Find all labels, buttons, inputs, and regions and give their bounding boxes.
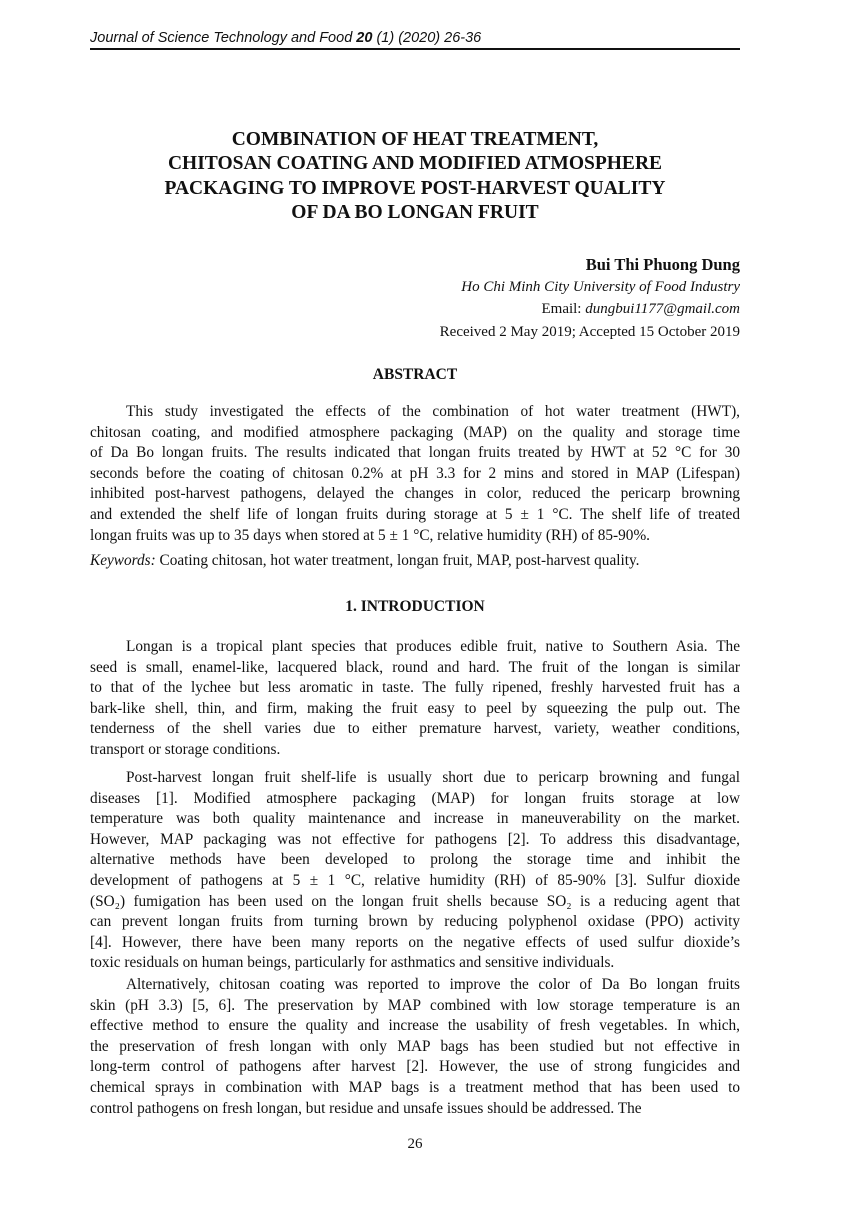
text-line: seconds before the coating of chitosan 0.2% at pH 3.3 for 2 mins and stored in MAP (Lifespan) (90, 464, 740, 482)
text-line: to that of the lychee but less aromatic in taste. The fully ripened, freshly harvested fruit has a (90, 679, 740, 697)
intro-paragraph (90, 768, 740, 974)
affiliation: Ho Chi Minh City University of Food Industry (461, 279, 740, 295)
paper-title (90, 128, 740, 225)
text-line: diseases [1]. Modified atmosphere packaging (MAP) for longan fruits storage at low (90, 789, 740, 807)
text-line: chitosan coating, and modified atmosphere packaging (MAP) on the quality and storage time (90, 423, 740, 441)
text-line: tenderness of the shell varies due to either premature harvest, variety, weather conditions, (90, 720, 740, 738)
text-line: Post-harvest longan fruit shelf-life is usually short due to pericarp browning and fungal (126, 769, 740, 786)
text-line: temperature was both quality maintenance and increase in maneuverability on the market. (90, 810, 740, 828)
keywords-text: Coating chitosan, hot water treatment, longan fruit, MAP, post-harvest quality. (155, 552, 640, 569)
text-line: the preservation of fresh longan with only MAP bags has been studied but not effective in (90, 1037, 740, 1055)
text-line: This study investigated the effects of the combination of hot water treatment (HWT), (126, 403, 740, 420)
text-line: Alternatively, chitosan coating was reported to improve the color of Da Bo longan fruits (126, 976, 740, 993)
abstract-body (90, 402, 740, 546)
text-line: control pathogens on fresh longan, but residue and unsafe issues should be addressed. The (90, 1099, 642, 1117)
journal-volume: 20 (356, 30, 373, 46)
header-rule (90, 48, 740, 50)
text-line: Longan is a tropical plant species that produces edible fruit, native to Southern Asia. The (126, 638, 740, 655)
text-line: However, MAP packaging was not effective for pathogens [2]. To address this disadvantage, (90, 830, 740, 848)
journal-header (90, 30, 740, 46)
text-line: of Da Bo longan fruits. The results indicated that longan fruits treated by HWT at 52 °C for 30 (90, 444, 740, 462)
text-line: development of pathogens at 5 ± 1 °C, relative humidity (RH) of 85-90% [3]. Sulfur dioxide (90, 871, 740, 889)
text-line: [4]. However, there have been many reports on the negative effects of used sulfur dioxide’s (90, 933, 740, 951)
author: Bui Thi Phuong Dung (585, 255, 740, 274)
intro-paragraph (90, 637, 740, 761)
page-number: 26 (407, 1136, 423, 1152)
title-line: OF DA BO LONGAN FRUIT (291, 201, 539, 223)
text-line: bark-like shell, thin, and firm, making the fruit easy to peel by squeezing the pulp out. The (90, 699, 740, 717)
keywords-label: Keywords: (90, 552, 156, 569)
text-line: (SO₂) fumigation has been used on the longan fruit shells because SO₂ is a reducing agent that (90, 892, 740, 910)
title-line: COMBINATION OF HEAT TREATMENT, (231, 129, 599, 150)
text-line: toxic residuals on human beings, particularly for asthmatics and sensitive individuals. (90, 954, 615, 972)
text-line: alternative methods have been developed to prolong the storage time and inhibit the (90, 851, 740, 869)
title-line: PACKAGING TO IMPROVE POST-HARVEST QUALITY (164, 177, 666, 199)
intro-paragraph (90, 975, 740, 1119)
text-line: longan fruits was up to 35 days when stored at 5 ± 1 °C, relative humidity (RH) of 85-90%. (90, 526, 651, 544)
email-label: Email: (541, 301, 586, 317)
keywords (90, 551, 740, 572)
text-line: effective method to ensure the quality and increase the usability of fresh vegetables. In which, (90, 1017, 740, 1035)
text-line: skin (pH 3.3) [5, 6]. The preservation by MAP combined with low storage temperature is an (90, 996, 740, 1014)
received-dates: Received 2 May 2019; Accepted 15 October 2019 (439, 324, 740, 340)
text-line: seed is small, enamel-like, lacquered black, round and hard. The fruit of the longan is similar (90, 658, 740, 676)
text-line: transport or storage conditions. (90, 740, 281, 758)
abstract-heading: ABSTRACT (372, 366, 458, 383)
title-line: CHITOSAN COATING AND MODIFIED ATMOSPHERE (167, 153, 663, 175)
text-line: inhibited post-harvest pathogens, delayed the changes in color, reduced the pericarp browning (90, 485, 740, 503)
email-link[interactable]: dungbui1177@gmail.com (585, 301, 740, 317)
journal-issue: (1) (2020) 26-36 (372, 30, 482, 46)
journal-name: Journal of Science Technology and Food (90, 30, 357, 46)
text-line: chemical sprays in combination with MAP bags is a treatment method that has been used to (90, 1078, 740, 1096)
text-line: long-term control of pathogens after harvest [2]. However, the use of strong fungicides and (90, 1058, 740, 1076)
text-line: and extended the shelf life of longan fruits during storage at 5 ± 1 °C. The shelf life of treated (90, 505, 740, 523)
text-line: can prevent longan fruits from turning brown by reducing polyphenol oxidase (PPO) activity (90, 913, 740, 931)
introduction-heading: 1. INTRODUCTION (345, 598, 485, 615)
email-line (90, 301, 740, 318)
